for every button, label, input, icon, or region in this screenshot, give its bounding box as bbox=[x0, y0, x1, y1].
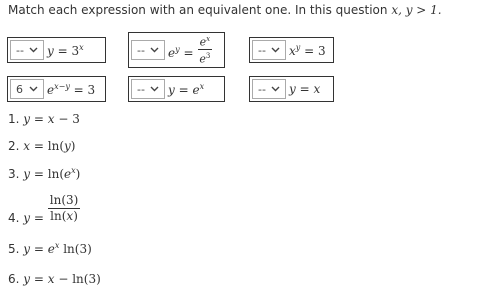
select-value: 6 bbox=[16, 82, 23, 96]
prompt-text: Match each expression with an equivalent one. In this question bbox=[8, 3, 388, 17]
match-select-3[interactable] bbox=[252, 40, 286, 60]
option-6: 6. y = x − ln(3) bbox=[8, 272, 101, 286]
match-expression-3: $x^y = 3$ bbox=[289, 43, 326, 58]
option-3: 3. $y = \ln(e^x)$ bbox=[8, 166, 81, 181]
match-select-4[interactable] bbox=[10, 79, 44, 99]
question-prompt bbox=[8, 3, 442, 17]
chevron-down-icon bbox=[148, 83, 160, 95]
match-expression-4: $e^{x-y} = 3$ bbox=[47, 82, 96, 97]
match-expression-1: $y = 3^x$ bbox=[47, 43, 84, 58]
chevron-down-icon bbox=[148, 44, 160, 56]
match-expression-5: $y = e^x$ bbox=[168, 82, 205, 97]
select-value: -- bbox=[16, 43, 24, 57]
match-expression-2: $e^y$ = $\frac{e^x}{e^3}$ bbox=[168, 35, 211, 66]
option-2: 2. x = ln(y) bbox=[8, 139, 76, 153]
chevron-down-icon bbox=[269, 44, 281, 56]
chevron-down-icon bbox=[269, 83, 281, 95]
prompt-condition: x, y > 1. bbox=[391, 3, 442, 17]
option-4: 4. y = $\frac{\ln(3)}{\ln(x)}$ bbox=[8, 193, 79, 225]
chevron-down-icon bbox=[27, 83, 39, 95]
match-select-5[interactable] bbox=[131, 79, 165, 99]
match-expression-6: y = x bbox=[289, 82, 321, 96]
match-select-1[interactable] bbox=[10, 40, 44, 60]
option-1: 1. y = x − 3 bbox=[8, 112, 80, 126]
select-value: -- bbox=[137, 43, 145, 57]
chevron-down-icon bbox=[27, 44, 39, 56]
select-value: -- bbox=[258, 82, 266, 96]
select-value: -- bbox=[137, 82, 145, 96]
match-select-6[interactable] bbox=[252, 79, 286, 99]
select-value: -- bbox=[258, 43, 266, 57]
match-select-2[interactable] bbox=[131, 40, 165, 60]
option-5: 5. $y = e^x$ ln(3) bbox=[8, 241, 92, 256]
